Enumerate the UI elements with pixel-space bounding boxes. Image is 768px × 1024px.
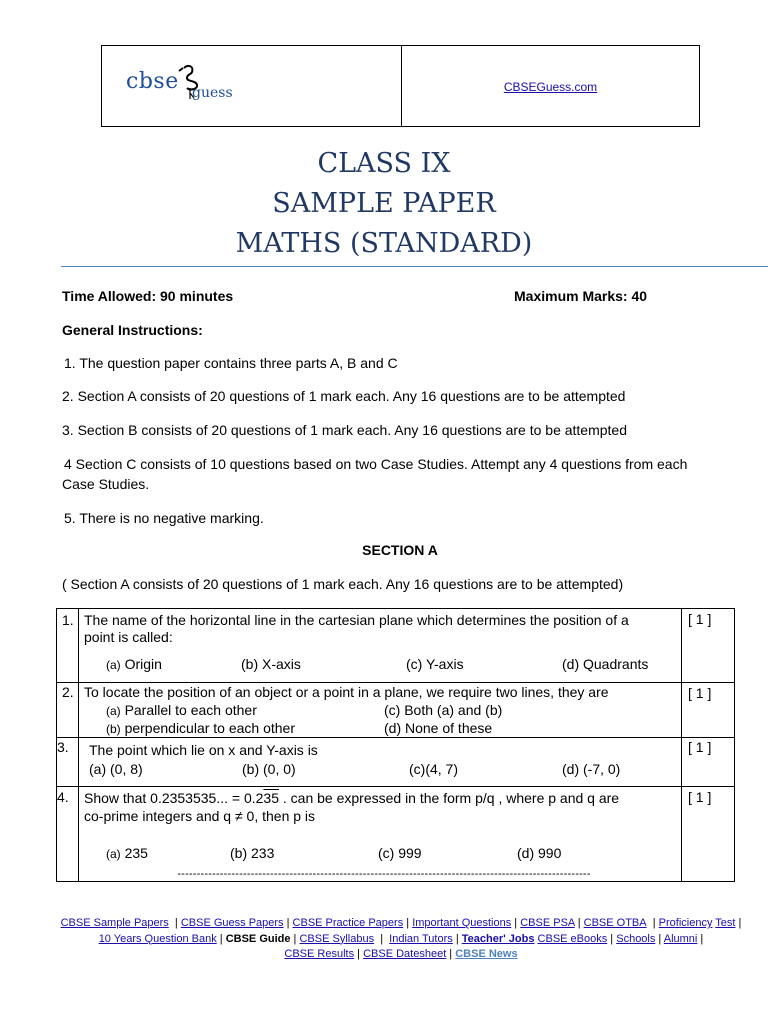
max-marks: Maximum Marks: 40 [514,288,648,304]
section-note: ( Section A consists of 20 questions of 1 mark each. Any 16 questions are to be attempted) [62,576,624,592]
link-test[interactable]: Test [715,917,736,929]
link-alumni[interactable]: Alumni [663,932,698,945]
table-row-divider [56,786,735,787]
option-b: (b) X-axis [241,656,301,672]
link-schools[interactable]: Schools [616,932,656,945]
table-border-bottom [56,881,735,882]
repeating-digits: 35 [263,790,279,806]
question-text [84,790,619,807]
link-psa[interactable]: CBSE PSA [520,917,575,929]
table-border-right [734,608,735,882]
option-text: 235 [124,845,148,861]
question-number: 1. [62,612,74,628]
question-text-part: Show that 0.2353535... = 0.2 [84,790,264,806]
logo-cbse-text: cbse [126,69,179,94]
title-rule [61,266,768,267]
instruction-item: 1. The question paper contains three parts A, B and C [64,355,398,371]
marks: [ 1 ] [688,789,712,805]
link-important-questions[interactable]: Important Questions [412,917,512,929]
option-c: (c) Both (a) and (b) [384,702,503,718]
option-b: (b) (0, 0) [242,761,296,777]
question-number: 3. [57,739,69,755]
link-guide[interactable]: CBSE Guide [225,932,291,945]
table-border-top [56,608,735,609]
marks: [ 1 ] [688,685,712,701]
link-sample-papers[interactable]: CBSE Sample Papers [60,917,169,929]
question-text: The name of the horizontal line in the cartesian plane which determines the position of a [84,612,629,628]
option-c: (c)(4, 7) [409,761,458,777]
option-d: (d) (-7, 0) [562,761,621,777]
link-practice-papers[interactable]: CBSE Practice Papers [292,917,404,929]
link-teacher-jobs[interactable]: Teacher' Jobs [461,932,535,945]
instruction-item: 5. There is no negative marking. [64,510,264,526]
marks: [ 1 ] [688,611,712,627]
title-class: CLASS IX [317,148,451,179]
option-label: (a) [106,847,121,861]
instruction-item: Case Studies. [62,476,150,492]
instruction-item: 2. Section A consists of 20 questions of 1 mark each. Any 16 questions are to be attempted [62,388,626,404]
link-proficiency[interactable]: Proficiency [658,917,713,929]
option-b: (b) 233 [230,845,275,861]
question-number: 2. [62,684,74,700]
option-d: (d) 990 [517,845,562,861]
instruction-item: 4 Section C consists of 10 questions based on two Case Studies. Attempt any 4 questions from each [64,456,688,472]
question-text-part: . can be expressed in the form p/q , where p and q are [279,790,620,806]
question-text: The point which lie on x and Y-axis is [89,742,318,758]
option-label: (a) [106,704,121,718]
option-a [106,845,148,863]
option-c: (c) 999 [378,845,422,861]
time-allowed: Time Allowed: 90 minutes [62,288,234,304]
section-heading: SECTION A [362,542,438,558]
option-c: (c) Y-axis [406,656,464,672]
table-col-divider [78,608,79,882]
option-a [106,702,257,720]
option-d: (d) None of these [384,720,493,736]
link-datesheet[interactable]: CBSE Datesheet [363,948,447,960]
title-sample-paper: SAMPLE PAPER [272,188,496,219]
question-text: To locate the position of an object or a point in a plane, we require two lines, they are [84,684,609,700]
logo-guess-text: guess [192,85,233,101]
option-d: (d) Quadrants [562,656,649,672]
option-a [106,656,162,674]
option-a: (a) (0, 8) [89,761,143,777]
cbseguess-logo [126,62,266,106]
option-text: Origin [124,656,162,672]
footer-separator: ----------------------------------------------------------------------------------------------------------- [177,868,591,880]
question-text: co-prime integers and q ≠ 0, then p is [84,808,316,824]
option-text: perpendicular to each other [124,720,296,736]
link-ebooks[interactable]: CBSE eBooks [537,932,608,945]
instructions-heading: General Instructions: [62,322,203,338]
link-news[interactable]: CBSE News [455,948,518,960]
site-link[interactable]: CBSEGuess.com [503,80,598,94]
option-b [106,720,295,738]
marks: [ 1 ] [688,739,712,755]
instruction-item: 3. Section B consists of 20 questions of 1 mark each. Any 16 questions are to be attempted [62,422,628,438]
link-tutors[interactable]: Indian Tutors [389,932,453,945]
link-otba[interactable]: CBSE OTBA [583,917,647,929]
link-syllabus[interactable]: CBSE Syllabus [299,932,375,945]
link-results[interactable]: CBSE Results [284,948,355,960]
title-subject: MATHS (STANDARD) [235,228,533,259]
option-label: (a) [106,658,121,672]
link-guess-papers[interactable]: CBSE Guess Papers [180,917,284,929]
footer-links: CBSE Sample Papers | CBSE Guess Papers | CBSE Practice Papers | Important Questions | CBSE PSA | CBSE OTBA | Proficiency Test | 10 Years Question Bank | CBSE Guide | CBSE Syllabus | Indian Tutors | Teacher' Jobs CBSE eBooks | Schools | Alumni | CBSE Results | CBSE Datesheet | CBSE News [60,917,742,960]
link-question-bank[interactable]: 10 Years Question Bank [98,932,217,945]
table-row-divider [56,682,735,683]
question-text: point is called: [84,629,173,645]
option-label: (b) [106,722,121,736]
option-text: Parallel to each other [124,702,257,718]
table-col-divider [681,608,682,882]
question-number: 4. [57,789,69,805]
